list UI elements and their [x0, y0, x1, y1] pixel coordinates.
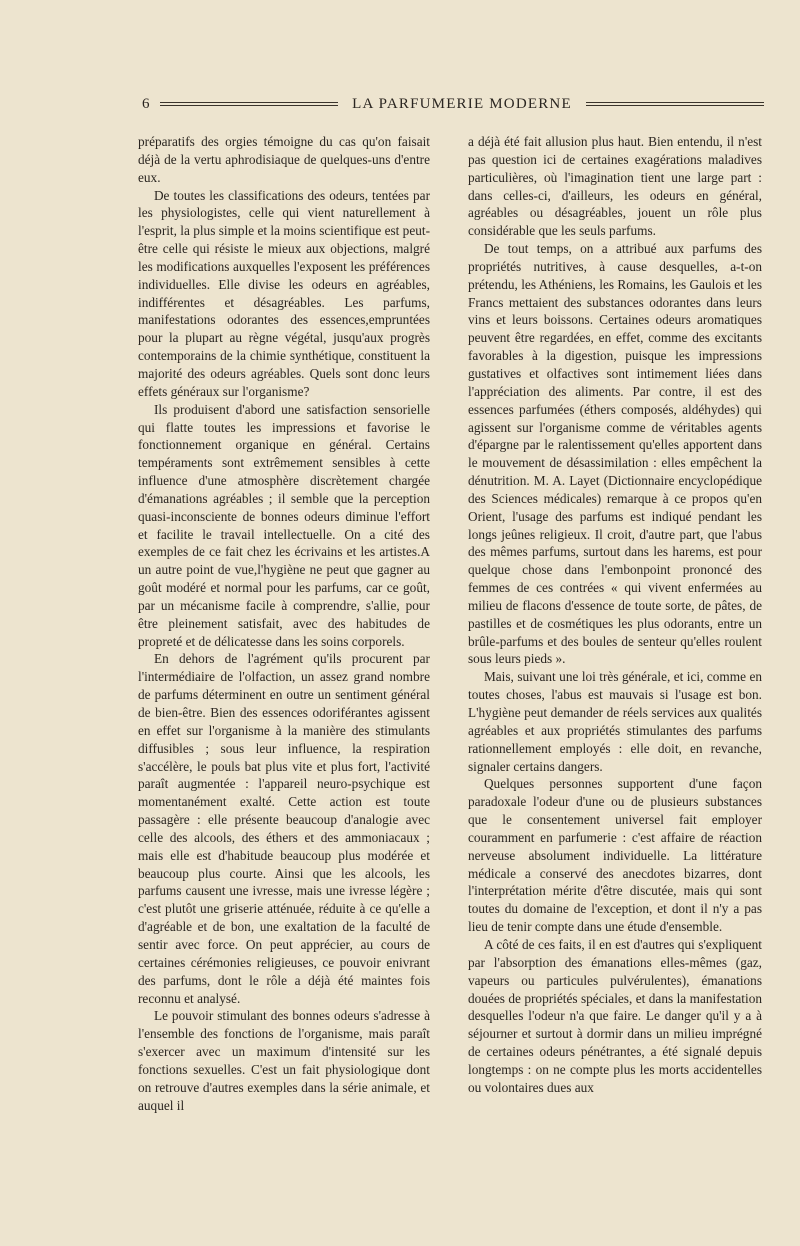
paragraph: Quelques personnes supportent d'une façon paradoxale l'odeur d'une ou de plusieurs substances que le consentement universel fait employer couramment en parfumerie : c'est affaire de réaction nerveuse absolument individuelle. La littérature médicale a conservé des anecdotes bizarres, dont l'interprétation mérite d'être discutée, mais qui sont toutes du domaine de l'exception, et dont il n'y a pas lieu de tenir compte dans une étude d'ensemble. [468, 776, 762, 935]
paragraph: En dehors de l'agrément qu'ils procurent par l'intermédiaire de l'olfaction, un assez grand nombre de parfums déterminent en outre un sentiment général de bien-être. Bien des essences odoriférantes agissent en effet sur l'organisme à la manière des stimulants diffusibles ; sous leur influence, la respiration s'accélère, le pouls bat plus vite et plus fort, l'activité paraît augmentée : l'appareil neuro-psychique est momentanément exalté. Cette action est toute passagère : elle présente beaucoup d'analogie avec celle des alcools, des éthers et des ammoniacaux ; mais elle est d'habitude beaucoup plus modérée et beaucoup plus courte. Ainsi que les alcools, les parfums causent une ivresse, mais une ivresse légère ; c'est plutôt une griserie atténuée, réduite à ce qu'elle a d'agréable et de bon, une exaltation de la faculté de sentir avec force. On peut apprécier, au cours de certaines cérémonies religieuses, ce pouvoir enivrant des parfums, dont le rôle a déjà été maintes fois reconnu et analysé. [138, 651, 430, 1006]
page-number: 6 [142, 95, 150, 112]
running-header [142, 94, 764, 114]
paragraph: De tout temps, on a attribué aux parfums des propriétés nutritives, à cause desquelles, a-t-on prétendu, les Athéniens, les Romains, les Gaulois et les Francs mettaient des substances odorantes dans leurs vins et leurs boissons. Certaines odeurs aromatiques peuvent être regardées, en effet, comme des excitants favorables à la digestion, puisque les impressions gustatives et olfactives sont intimement liées dans l'appréciation des aliments. Par contre, il est des essences parfumées (éthers composés, aldéhydes) qui agissent sur l'organisme comme de véritables agents d'épargne par le ralentissement qu'elles apportent dans le mouvement de désassimilation : elles empêchent la dénutrition. M. A. Layet (Dictionnaire encyclopédique des Sciences médicales) remarque à ce propos qu'en Orient, l'usage des parfums est indiqué pendant les longs jeûnes religieux. Il croit, d'autre part, que l'abus des mêmes parfums, surtout dans les harems, est pour quelque chose dans l'embonpoint prononcé des femmes de ces contrées « qui vivent enfermées au milieu de flacons d'essence de toute sorte, de pâtes, de pastilles et de cosmétiques les plus odorants, entre un brûle-parfums et des boules de senteur qu'elles roulent sous leurs pieds ». [468, 241, 762, 667]
paragraph: Le pouvoir stimulant des bonnes odeurs s'adresse à l'ensemble des fonctions de l'organisme, mais paraît s'exercer avec un maximum d'intensité sur les fonctions sexuelles. C'est un fait physiologique dont on retrouve d'autres exemples dans la série animale, et auquel il [138, 1008, 430, 1113]
journal-title: LA PARFUMERIE MODERNE [352, 95, 572, 112]
paragraph: Ils produisent d'abord une satisfaction sensorielle qui flatte toutes les impressions et favorise le fonctionnement organique en général. Certains tempéraments sont extrêmement sensibles à cette influence d'une atmosphère discrètement chargée d'émanations agréables ; il semble que la perception quasi-inconsciente de bonnes odeurs diminue l'effort et facilite le travail intellectuelle. On a cité des exemples de ce fait chez les écrivains et les artistes.A un autre point de vue,l'hygiène ne peut que gagner au goût modéré et normal pour les parfums, car ce goût, par un mécanisme facile à comprendre, s'allie, pour être pleinement satisfait, avec des habitudes de propreté et de délicatesse dans les soins corporels. [138, 401, 430, 649]
left-column [138, 133, 430, 1114]
paragraph: préparatifs des orgies témoigne du cas qu'on faisait déjà de la vertu aphrodisiaque de quelques-uns d'entre eux. [138, 134, 430, 185]
paragraph: De toutes les classifications des odeurs, tentées par les physiologistes, celle qui vient naturellement à l'esprit, la plus simple et la moins scientifique est peut-être celle qui résiste le mieux aux objections, malgré les modifications auxquelles l'exposent les préférences individuelles. Elle divise les odeurs en agréables, indifférentes et désagréables. Les parfums, manifestations odorantes des essences,empruntées pour la plupart au règne végétal, jusqu'aux progrès contemporains de la chimie synthétique, constituent la majorité des odeurs agréables. Quels sont donc leurs effets généraux sur l'organisme? [138, 187, 430, 399]
paragraph: Mais, suivant une loi très générale, et ici, comme en toutes choses, l'abus est mauvais si l'usage est bon. L'hygiène peut demander de réels services aux qualités agréables et aux propriétés stimulantes des parfums rationnellement employés : elle doit, en revanche, signaler certains dangers. [468, 669, 762, 774]
header-rule-right [586, 102, 764, 106]
paragraph: A côté de ces faits, il en est d'autres qui s'expliquent par l'absorption des émanations elles-mêmes (gaz, vapeurs ou particules pulvérulentes), émanations douées de propriétés spéciales, et dans la manifestation desquelles l'odeur n'a que faire. Le danger qu'il y a à séjourner et surtout à dormir dans un milieu imprégné de certaines odeurs pénétrantes, a été signalé depuis longtemps : on ne compte plus les morts accidentelles ou volontaires dues aux [468, 936, 762, 1095]
right-column [468, 133, 762, 1097]
header-rule-left [160, 102, 338, 106]
paragraph: a déjà été fait allusion plus haut. Bien entendu, il n'est pas question ici de certaines exagérations maladives particulières, où l'imagination tient une large part : dans celles-ci, d'ailleurs, les odeurs en général, agréables ou désagréables, jouent un rôle plus considérable que les seuls parfums. [468, 134, 762, 239]
